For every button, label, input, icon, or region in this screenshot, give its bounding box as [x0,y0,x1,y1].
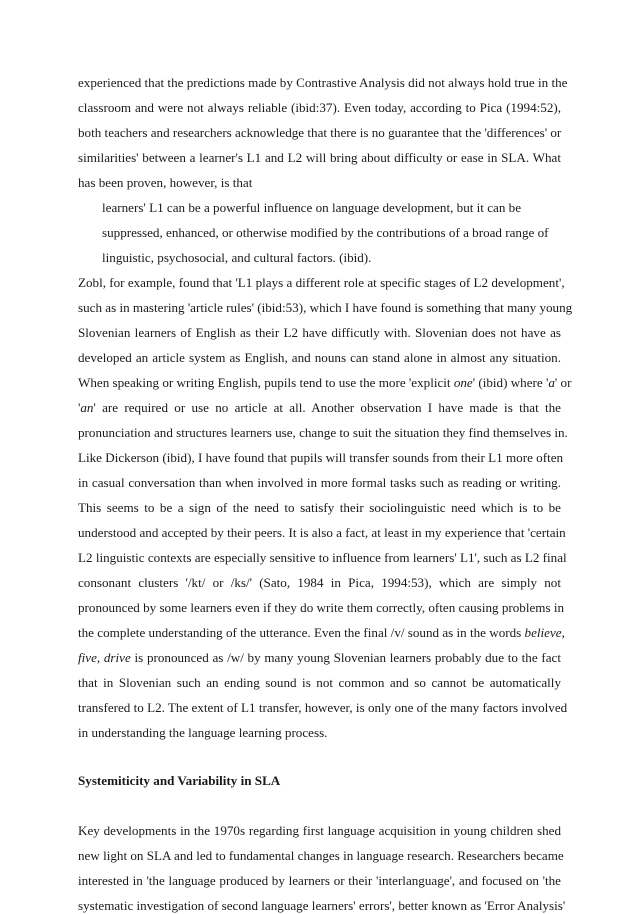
text-line: pronounced by some learners even if they do write them correctly, often causing problems in [78,600,565,615]
text-line [78,650,561,666]
text-line: Zobl, for example, found that 'L1 plays a different role at specific stages of L2 development', [78,275,565,290]
text-line: Slovenian learners of English as their L2 have difficutly with. Slovenian does not have as [78,325,561,340]
text-line: such as in mastering 'article rules' (ibid:53), which I have found is something that many young [78,300,573,315]
text-line: consonant clusters '/kt/ or /ks/' (Sato, 1984 in Pica, 1994:53), which are simply not [78,575,561,590]
text-run: When speaking or writing English, pupils tend to use the more 'explicit [78,375,454,390]
text-line: in casual conversation than when involved in more formal tasks such as reading or writing. [78,475,561,490]
text-line [78,400,561,416]
text-line: interested in 'the language produced by learners or their 'interlanguage', and focused on 'the [78,873,561,888]
text-line: developed an article system as English, and nouns can stand alone in almost any situation. [78,350,561,365]
text-line: Like Dickerson (ibid), I have found that pupils will transfer sounds from their L1 more often [78,450,564,465]
text-line: L2 linguistic contexts are especially sensitive to influence from learners' L1', such as L2 final [78,550,567,565]
text-run: is pronounced as /w/ by many young Slovenian learners probably due to the fact [130,650,561,665]
italic-run: one [453,375,473,390]
quote-line: suppressed, enhanced, or otherwise modified by the contributions of a broad range of [102,225,549,240]
text-line: transfered to L2. The extent of L1 transfer, however, is only one of the many factors involved [78,700,568,715]
text-line [78,375,572,391]
text-line: experienced that the predictions made by Contrastive Analysis did not always hold true in the [78,75,568,90]
text-line: systematic investigation of second language learners' errors', better known as 'Error Analysis' [78,898,566,913]
section-heading: Systemiticity and Variability in SLA [78,773,281,788]
text-line: both teachers and researchers acknowledge that there is no guarantee that the 'differences' or [78,125,562,140]
text-run: ' [78,400,81,415]
italic-run: believe, [524,625,565,640]
text-line: classroom and were not always reliable (ibid:37). Even today, according to Pica (1994:52), [78,100,561,115]
quote-line: learners' L1 can be a powerful influence on language development, but it can be [102,200,522,215]
text-line: This seems to be a sign of the need to satisfy their sociolinguistic need which is to be [78,500,561,515]
text-line [78,625,565,641]
italic-run: five, drive [78,650,131,665]
quote-line: linguistic, psychosocial, and cultural factors. (ibid). [102,250,372,265]
text-line: understood and accepted by their peers. It is also a fact, at least in my experience that 'certain [78,525,566,540]
italic-run: a [548,375,555,390]
text-line: Key developments in the 1970s regarding first language acquisition in young children shed [78,823,561,838]
text-line: has been proven, however, is that [78,175,253,190]
text-line: similarities' between a learner's L1 and L2 will bring about difficulty or ease in SLA. What [78,150,561,165]
text-run: the complete understanding of the utterance. Even the final /v/ sound as in the words [78,625,525,640]
text-run: ' or [554,375,572,390]
text-line: in understanding the language learning process. [78,725,328,740]
text-run: ' (ibid) where ' [472,375,549,390]
italic-run: an [80,400,94,415]
text-line: that in Slovenian such an ending sound is not common and so cannot be automatically [78,675,561,690]
text-run: ' are required or use no article at all. Another observation I have made is that the [93,400,561,415]
text-line: new light on SLA and led to fundamental changes in language research. Researchers became [78,848,564,863]
text-line: pronunciation and structures learners use, change to suit the situation they find themselves in. [78,425,568,440]
